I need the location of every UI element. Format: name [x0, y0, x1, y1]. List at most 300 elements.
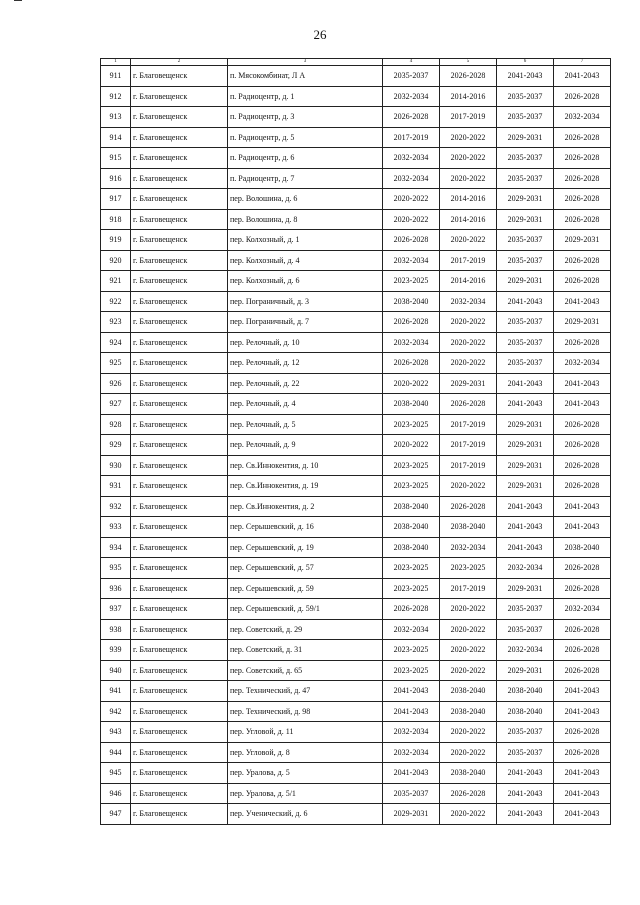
period-cell: 2020-2022 [383, 189, 440, 210]
period-cell: 2023-2025 [383, 578, 440, 599]
city-cell: г. Благовещенск [131, 148, 228, 169]
address-cell: пер. Релочный, д. 5 [228, 414, 383, 435]
period-cell: 2026-2028 [554, 435, 611, 456]
period-cell: 2020-2022 [440, 127, 497, 148]
period-cell: 2032-2034 [497, 640, 554, 661]
row-number: 935 [101, 558, 131, 579]
period-cell: 2041-2043 [497, 763, 554, 784]
row-number: 922 [101, 291, 131, 312]
period-cell: 2023-2025 [383, 455, 440, 476]
corner-mark [14, 0, 22, 1]
period-cell: 2023-2025 [440, 558, 497, 579]
period-cell: 2020-2022 [440, 312, 497, 333]
period-cell: 2017-2019 [440, 107, 497, 128]
period-cell: 2029-2031 [383, 804, 440, 825]
period-cell: 2020-2022 [440, 804, 497, 825]
period-cell: 2038-2040 [440, 763, 497, 784]
address-cell: пер. Советский, д. 31 [228, 640, 383, 661]
period-cell: 2014-2016 [440, 209, 497, 230]
period-cell: 2041-2043 [554, 701, 611, 722]
table-row [101, 496, 611, 517]
table-row [101, 332, 611, 353]
row-number: 925 [101, 353, 131, 374]
city-cell: г. Благовещенск [131, 291, 228, 312]
period-cell: 2023-2025 [383, 660, 440, 681]
period-cell: 2035-2037 [497, 312, 554, 333]
row-number: 940 [101, 660, 131, 681]
period-cell: 2026-2028 [383, 353, 440, 374]
table-row [101, 250, 611, 271]
row-number: 924 [101, 332, 131, 353]
row-number: 912 [101, 86, 131, 107]
period-cell: 2032-2034 [383, 332, 440, 353]
period-cell: 2041-2043 [383, 701, 440, 722]
period-cell: 2026-2028 [554, 640, 611, 661]
period-cell: 2026-2028 [554, 742, 611, 763]
period-cell: 2026-2028 [554, 168, 611, 189]
address-cell: пер. Релочный, д. 10 [228, 332, 383, 353]
table-row [101, 681, 611, 702]
table-row [101, 660, 611, 681]
address-cell: пер. Серышевский, д. 57 [228, 558, 383, 579]
period-cell: 2038-2040 [497, 681, 554, 702]
city-cell: г. Благовещенск [131, 742, 228, 763]
period-cell: 2035-2037 [497, 742, 554, 763]
city-cell: г. Благовещенск [131, 804, 228, 825]
address-cell: пер. Ученический, д. 6 [228, 804, 383, 825]
period-cell: 2032-2034 [440, 537, 497, 558]
column-number-row [101, 59, 611, 66]
period-cell: 2026-2028 [383, 230, 440, 251]
period-cell: 2035-2037 [383, 66, 440, 87]
city-cell: г. Благовещенск [131, 373, 228, 394]
address-cell: пер. Релочный, д. 9 [228, 435, 383, 456]
city-cell: г. Благовещенск [131, 435, 228, 456]
address-cell: пер. Колхозный, д. 6 [228, 271, 383, 292]
period-cell: 2026-2028 [554, 578, 611, 599]
period-cell: 2032-2034 [554, 599, 611, 620]
address-cell: пер. Технический, д. 47 [228, 681, 383, 702]
period-cell: 2026-2028 [440, 496, 497, 517]
period-cell: 2029-2031 [497, 127, 554, 148]
city-cell: г. Благовещенск [131, 168, 228, 189]
address-cell: пер. Релочный, д. 4 [228, 394, 383, 415]
period-cell: 2035-2037 [383, 783, 440, 804]
period-cell: 2029-2031 [440, 373, 497, 394]
row-number: 943 [101, 722, 131, 743]
period-cell: 2035-2037 [497, 230, 554, 251]
table-row [101, 455, 611, 476]
period-cell: 2032-2034 [383, 148, 440, 169]
row-number: 937 [101, 599, 131, 620]
period-cell: 2041-2043 [554, 66, 611, 87]
city-cell: г. Благовещенск [131, 230, 228, 251]
period-cell: 2035-2037 [497, 148, 554, 169]
period-cell: 2029-2031 [497, 435, 554, 456]
period-cell: 2041-2043 [497, 373, 554, 394]
row-number: 926 [101, 373, 131, 394]
period-cell: 2020-2022 [383, 435, 440, 456]
period-cell: 2017-2019 [383, 127, 440, 148]
period-cell: 2029-2031 [497, 414, 554, 435]
table-row [101, 783, 611, 804]
period-cell: 2026-2028 [554, 558, 611, 579]
period-cell: 2026-2028 [554, 660, 611, 681]
period-cell: 2017-2019 [440, 435, 497, 456]
period-cell: 2026-2028 [554, 455, 611, 476]
period-cell: 2023-2025 [383, 271, 440, 292]
address-cell: пер. Уралова, д. 5/1 [228, 783, 383, 804]
period-cell: 2038-2040 [440, 517, 497, 538]
period-cell: 2041-2043 [554, 517, 611, 538]
period-cell: 2026-2028 [554, 414, 611, 435]
row-number: 934 [101, 537, 131, 558]
table-row [101, 373, 611, 394]
table-row [101, 107, 611, 128]
table-row [101, 742, 611, 763]
period-cell: 2026-2028 [554, 209, 611, 230]
period-cell: 2020-2022 [440, 168, 497, 189]
address-cell: пер. Угловой, д. 11 [228, 722, 383, 743]
period-cell: 2041-2043 [497, 394, 554, 415]
period-cell: 2038-2040 [383, 517, 440, 538]
row-number: 945 [101, 763, 131, 784]
period-cell: 2026-2028 [554, 271, 611, 292]
period-cell: 2041-2043 [497, 537, 554, 558]
address-cell: пер. Волошина, д. 6 [228, 189, 383, 210]
city-cell: г. Благовещенск [131, 127, 228, 148]
period-cell: 2035-2037 [497, 619, 554, 640]
period-cell: 2038-2040 [440, 701, 497, 722]
table-row [101, 517, 611, 538]
table-row [101, 435, 611, 456]
period-cell: 2026-2028 [440, 783, 497, 804]
period-cell: 2023-2025 [383, 414, 440, 435]
period-cell: 2014-2016 [440, 271, 497, 292]
period-cell: 2026-2028 [554, 189, 611, 210]
address-cell: п. Радиоцентр, д. 3 [228, 107, 383, 128]
table-row [101, 599, 611, 620]
period-cell: 2026-2028 [554, 722, 611, 743]
period-cell: 2041-2043 [497, 783, 554, 804]
column-number: 4 [383, 59, 440, 66]
period-cell: 2029-2031 [497, 660, 554, 681]
address-cell: пер. Волошина, д. 8 [228, 209, 383, 230]
period-cell: 2032-2034 [383, 86, 440, 107]
period-cell: 2032-2034 [383, 250, 440, 271]
period-cell: 2026-2028 [440, 394, 497, 415]
row-number: 938 [101, 619, 131, 640]
period-cell: 2032-2034 [554, 353, 611, 374]
period-cell: 2026-2028 [554, 127, 611, 148]
column-number: 7 [554, 59, 611, 66]
period-cell: 2026-2028 [554, 250, 611, 271]
table-row [101, 127, 611, 148]
row-number: 936 [101, 578, 131, 599]
city-cell: г. Благовещенск [131, 312, 228, 333]
period-cell: 2020-2022 [383, 209, 440, 230]
table-row [101, 291, 611, 312]
city-cell: г. Благовещенск [131, 271, 228, 292]
period-cell: 2020-2022 [440, 599, 497, 620]
row-number: 921 [101, 271, 131, 292]
row-number: 917 [101, 189, 131, 210]
period-cell: 2038-2040 [383, 291, 440, 312]
period-cell: 2038-2040 [497, 701, 554, 722]
period-cell: 2035-2037 [497, 332, 554, 353]
period-cell: 2014-2016 [440, 86, 497, 107]
table-row [101, 312, 611, 333]
row-number: 931 [101, 476, 131, 497]
period-cell: 2026-2028 [554, 476, 611, 497]
table-row [101, 394, 611, 415]
period-cell: 2029-2031 [554, 230, 611, 251]
address-cell: п. Радиоцентр, д. 6 [228, 148, 383, 169]
period-cell: 2020-2022 [440, 742, 497, 763]
row-number: 944 [101, 742, 131, 763]
address-cell: пер. Релочный, д. 22 [228, 373, 383, 394]
city-cell: г. Благовещенск [131, 701, 228, 722]
period-cell: 2035-2037 [497, 86, 554, 107]
city-cell: г. Благовещенск [131, 660, 228, 681]
city-cell: г. Благовещенск [131, 250, 228, 271]
row-number: 930 [101, 455, 131, 476]
table-row [101, 537, 611, 558]
period-cell: 2038-2040 [554, 537, 611, 558]
row-number: 918 [101, 209, 131, 230]
period-cell: 2029-2031 [497, 271, 554, 292]
period-cell: 2020-2022 [440, 332, 497, 353]
city-cell: г. Благовещенск [131, 189, 228, 210]
table-row [101, 619, 611, 640]
period-cell: 2035-2037 [497, 107, 554, 128]
address-cell: пер. Угловой, д. 8 [228, 742, 383, 763]
period-cell: 2020-2022 [440, 230, 497, 251]
city-cell: г. Благовещенск [131, 599, 228, 620]
city-cell: г. Благовещенск [131, 353, 228, 374]
housing-table [100, 58, 611, 825]
city-cell: г. Благовещенск [131, 537, 228, 558]
row-number: 911 [101, 66, 131, 87]
table-row [101, 763, 611, 784]
city-cell: г. Благовещенск [131, 517, 228, 538]
period-cell: 2041-2043 [554, 496, 611, 517]
period-cell: 2032-2034 [383, 168, 440, 189]
period-cell: 2038-2040 [440, 681, 497, 702]
address-cell: пер. Св.Иннокентия, д. 10 [228, 455, 383, 476]
period-cell: 2041-2043 [554, 804, 611, 825]
city-cell: г. Благовещенск [131, 394, 228, 415]
period-cell: 2041-2043 [554, 394, 611, 415]
table-row [101, 86, 611, 107]
table-row [101, 209, 611, 230]
address-cell: пер. Серышевский, д. 59 [228, 578, 383, 599]
row-number: 915 [101, 148, 131, 169]
period-cell: 2020-2022 [440, 353, 497, 374]
row-number: 946 [101, 783, 131, 804]
table-row [101, 353, 611, 374]
row-number: 923 [101, 312, 131, 333]
period-cell: 2017-2019 [440, 250, 497, 271]
period-cell: 2023-2025 [383, 640, 440, 661]
period-cell: 2026-2028 [383, 599, 440, 620]
period-cell: 2026-2028 [554, 332, 611, 353]
address-cell: пер. Св.Иннокентия, д. 2 [228, 496, 383, 517]
city-cell: г. Благовещенск [131, 722, 228, 743]
period-cell: 2032-2034 [554, 107, 611, 128]
period-cell: 2032-2034 [497, 558, 554, 579]
address-cell: пер. Серышевский, д. 16 [228, 517, 383, 538]
table-row [101, 804, 611, 825]
address-cell: п. Радиоцентр, д. 5 [228, 127, 383, 148]
address-cell: пер. Серышевский, д. 19 [228, 537, 383, 558]
period-cell: 2026-2028 [554, 148, 611, 169]
period-cell: 2041-2043 [497, 804, 554, 825]
address-cell: пер. Серышевский, д. 59/1 [228, 599, 383, 620]
period-cell: 2041-2043 [497, 496, 554, 517]
table-row [101, 168, 611, 189]
period-cell: 2023-2025 [383, 558, 440, 579]
period-cell: 2023-2025 [383, 476, 440, 497]
address-cell: п. Мясокомбинат, Л А [228, 66, 383, 87]
period-cell: 2038-2040 [383, 394, 440, 415]
address-cell: пер. Пограничный, д. 3 [228, 291, 383, 312]
city-cell: г. Благовещенск [131, 681, 228, 702]
column-number: 5 [440, 59, 497, 66]
row-number: 927 [101, 394, 131, 415]
city-cell: г. Благовещенск [131, 578, 228, 599]
address-cell: п. Радиоцентр, д. 7 [228, 168, 383, 189]
period-cell: 2017-2019 [440, 578, 497, 599]
table-row [101, 722, 611, 743]
row-number: 928 [101, 414, 131, 435]
city-cell: г. Благовещенск [131, 107, 228, 128]
period-cell: 2035-2037 [497, 250, 554, 271]
table-row [101, 701, 611, 722]
period-cell: 2026-2028 [383, 312, 440, 333]
table-row [101, 558, 611, 579]
table-row [101, 640, 611, 661]
period-cell: 2038-2040 [383, 496, 440, 517]
period-cell: 2029-2031 [554, 312, 611, 333]
row-number: 942 [101, 701, 131, 722]
column-number: 6 [497, 59, 554, 66]
city-cell: г. Благовещенск [131, 455, 228, 476]
period-cell: 2020-2022 [440, 619, 497, 640]
city-cell: г. Благовещенск [131, 332, 228, 353]
column-number: 3 [228, 59, 383, 66]
address-cell: пер. Технический, д. 98 [228, 701, 383, 722]
city-cell: г. Благовещенск [131, 763, 228, 784]
row-number: 933 [101, 517, 131, 538]
period-cell: 2020-2022 [440, 640, 497, 661]
address-cell: пер. Советский, д. 65 [228, 660, 383, 681]
period-cell: 2017-2019 [440, 414, 497, 435]
address-cell: пер. Уралова, д. 5 [228, 763, 383, 784]
column-number: 1 [101, 59, 131, 66]
city-cell: г. Благовещенск [131, 209, 228, 230]
period-cell: 2026-2028 [554, 619, 611, 640]
period-cell: 2032-2034 [383, 722, 440, 743]
period-cell: 2029-2031 [497, 209, 554, 230]
period-cell: 2020-2022 [440, 148, 497, 169]
period-cell: 2029-2031 [497, 476, 554, 497]
city-cell: г. Благовещенск [131, 496, 228, 517]
table-row [101, 66, 611, 87]
period-cell: 2029-2031 [497, 578, 554, 599]
address-cell: пер. Пограничный, д. 7 [228, 312, 383, 333]
address-cell: пер. Релочный, д. 12 [228, 353, 383, 374]
row-number: 932 [101, 496, 131, 517]
period-cell: 2035-2037 [497, 168, 554, 189]
period-cell: 2041-2043 [554, 763, 611, 784]
period-cell: 2041-2043 [554, 681, 611, 702]
period-cell: 2020-2022 [383, 373, 440, 394]
period-cell: 2026-2028 [440, 66, 497, 87]
period-cell: 2032-2034 [383, 742, 440, 763]
row-number: 941 [101, 681, 131, 702]
row-number: 913 [101, 107, 131, 128]
period-cell: 2041-2043 [383, 763, 440, 784]
table-body [101, 59, 611, 825]
row-number: 919 [101, 230, 131, 251]
period-cell: 2035-2037 [497, 353, 554, 374]
table-row [101, 476, 611, 497]
period-cell: 2041-2043 [383, 681, 440, 702]
period-cell: 2032-2034 [383, 619, 440, 640]
period-cell: 2026-2028 [554, 86, 611, 107]
column-number: 2 [131, 59, 228, 66]
address-cell: пер. Св.Иннокентия, д. 19 [228, 476, 383, 497]
row-number: 914 [101, 127, 131, 148]
address-cell: п. Радиоцентр, д. 1 [228, 86, 383, 107]
period-cell: 2041-2043 [497, 517, 554, 538]
period-cell: 2014-2016 [440, 189, 497, 210]
row-number: 916 [101, 168, 131, 189]
city-cell: г. Благовещенск [131, 66, 228, 87]
address-cell: пер. Советский, д. 29 [228, 619, 383, 640]
period-cell: 2029-2031 [497, 455, 554, 476]
row-number: 939 [101, 640, 131, 661]
period-cell: 2041-2043 [554, 373, 611, 394]
city-cell: г. Благовещенск [131, 640, 228, 661]
city-cell: г. Благовещенск [131, 558, 228, 579]
period-cell: 2029-2031 [497, 189, 554, 210]
period-cell: 2032-2034 [440, 291, 497, 312]
period-cell: 2041-2043 [497, 291, 554, 312]
table-row [101, 148, 611, 169]
city-cell: г. Благовещенск [131, 619, 228, 640]
period-cell: 2038-2040 [383, 537, 440, 558]
period-cell: 2020-2022 [440, 660, 497, 681]
city-cell: г. Благовещенск [131, 86, 228, 107]
table-row [101, 189, 611, 210]
table-row [101, 578, 611, 599]
page-number: 26 [313, 27, 327, 42]
table-row [101, 230, 611, 251]
address-cell: пер. Колхозный, д. 1 [228, 230, 383, 251]
city-cell: г. Благовещенск [131, 476, 228, 497]
period-cell: 2035-2037 [497, 599, 554, 620]
city-cell: г. Благовещенск [131, 414, 228, 435]
period-cell: 2041-2043 [554, 783, 611, 804]
period-cell: 2041-2043 [554, 291, 611, 312]
row-number: 947 [101, 804, 131, 825]
period-cell: 2026-2028 [383, 107, 440, 128]
row-number: 920 [101, 250, 131, 271]
period-cell: 2041-2043 [497, 66, 554, 87]
address-cell: пер. Колхозный, д. 4 [228, 250, 383, 271]
